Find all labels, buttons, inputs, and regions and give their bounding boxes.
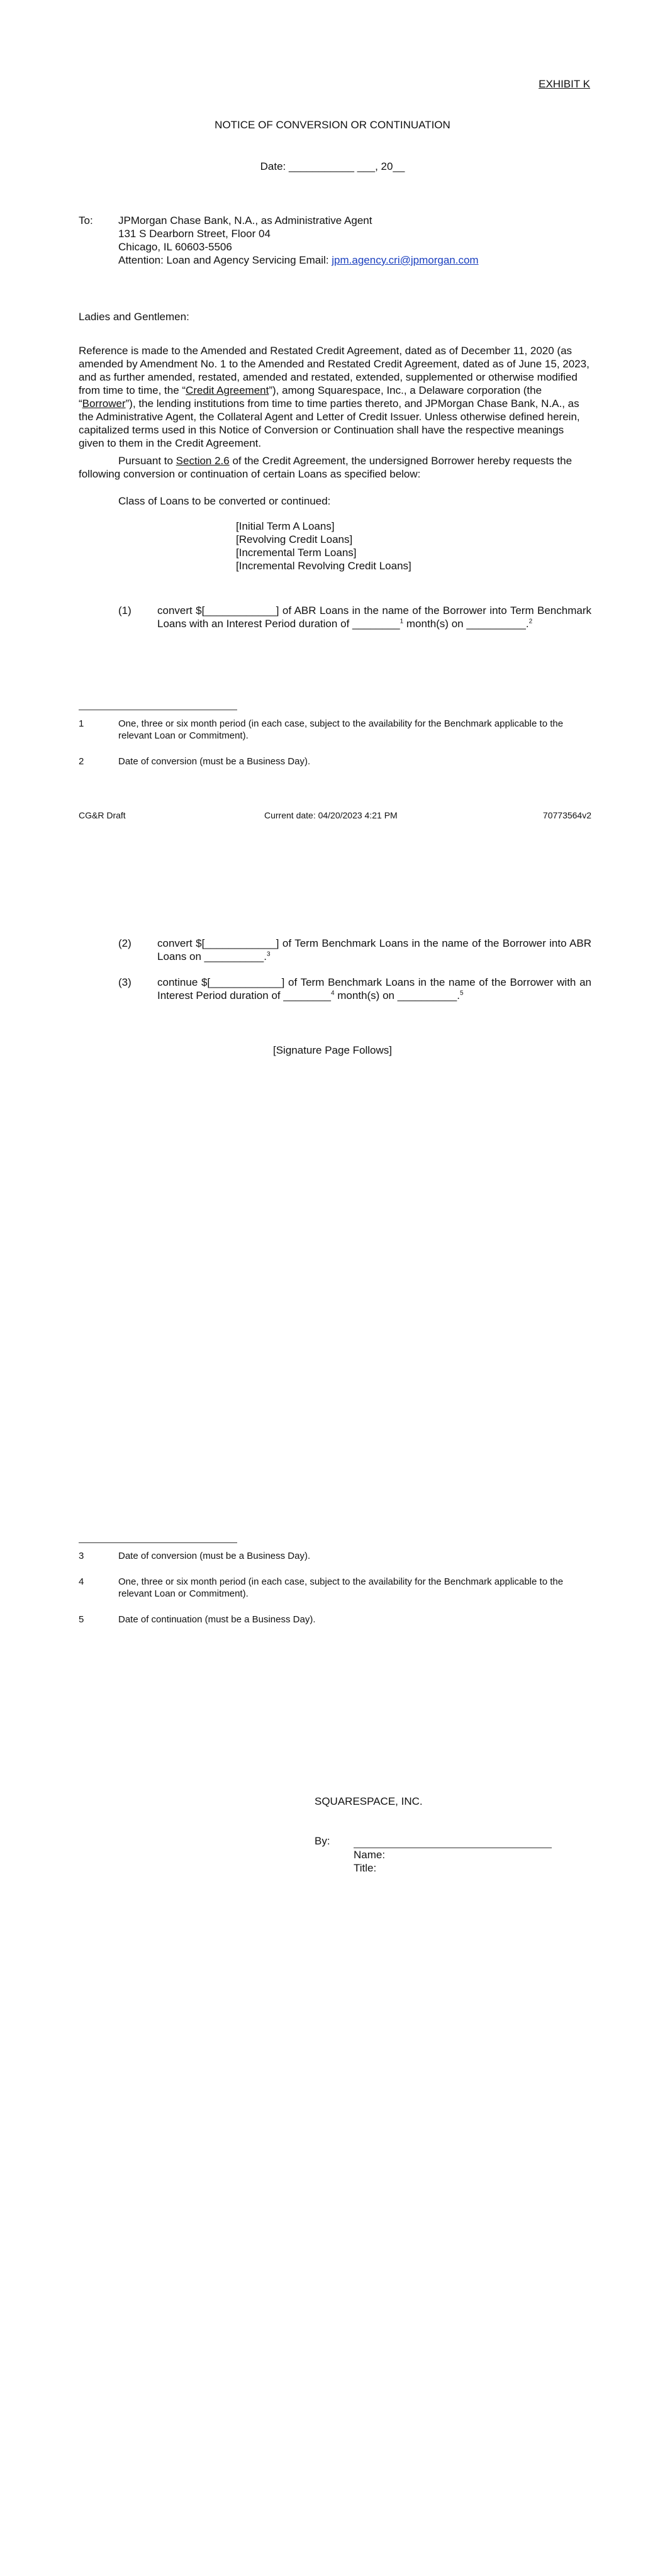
footnote-number: 1 xyxy=(79,718,84,729)
loan-class-option: [Initial Term A Loans] xyxy=(236,520,335,532)
signatory-company: SQUARESPACE, INC. xyxy=(315,1795,423,1807)
item-1-number: (1) xyxy=(118,605,131,616)
class-heading: Class of Loans to be converted or continued: xyxy=(118,495,331,507)
reference-paragraph: Reference is made to the Amended and Restated Credit Agreement, dated as of December 11, 2020 (as amended by Amendment No. 1 to the Amended and Restated Credit Agreement, dated as of June 15, 2023, and as further amended, restated, amended and restated, extended, supplemented or otherwise modified from time to time, the “Credit Agreement”), among Squarespace, Inc., a Delaware corporation (the “Borrower”), the lending institutions from time to time parties thereto, and JPMorgan Chase Bank, N.A., as the Administrative Agent, the Collateral Agent and Letter of Credit Issuer. Unless otherwise defined herein, capitalized terms used in this Notice of Conversion or Continuation shall have the respective meanings given to them in the Credit Agreement. xyxy=(79,345,590,449)
exhibit-label: EXHIBIT K xyxy=(539,78,590,90)
name-label: Name: xyxy=(354,1849,386,1861)
item-1-text: convert $[____________] of ABR Loans in the name of the Borrower into Term Benchmark Loans with an Interest Period duration of ________$^1$ month(s) on __________.$^2$ xyxy=(157,605,591,630)
footnote-ref: 4 xyxy=(330,990,335,997)
addressee-block xyxy=(118,214,596,267)
footnote-text: One, three or six month period (in each case, subject to the availability for the Benchmark applicable to the relevant Loan or Commitment). xyxy=(118,718,564,741)
footnote-ref: 1 xyxy=(400,618,404,625)
addressee-line-2: 131 S Dearborn Street, Floor 04 xyxy=(118,228,271,240)
date-line: Date: ___________ ___, 20__ xyxy=(260,160,405,172)
addressee-line-1: JPMorgan Chase Bank, N.A., as Administrative Agent xyxy=(118,215,372,226)
footnote-ref: 2 xyxy=(528,618,533,625)
document-title: NOTICE OF CONVERSION OR CONTINUATION xyxy=(215,119,450,131)
loan-class-option: [Revolving Credit Loans] xyxy=(236,533,353,545)
addressee-line-3: Chicago, IL 60603-5506 xyxy=(118,241,232,253)
section-reference: Section 2.6 xyxy=(176,455,230,467)
footer-draft-label: CG&R Draft xyxy=(79,810,126,820)
attention-text: Attention: Loan and Agency Servicing Email: xyxy=(118,254,332,266)
footnote-text: Date of conversion (must be a Business Day). xyxy=(118,756,311,767)
footnote-text: Date of conversion (must be a Business Day). xyxy=(118,1551,311,1561)
loan-class-option: [Incremental Term Loans] xyxy=(236,547,357,559)
pursuant-paragraph: Pursuant to Section 2.6 of the Credit Agreement, the undersigned Borrower hereby requests the following conversion or continuation of certain Loans as specified below: xyxy=(79,455,573,480)
footnote-number: 5 xyxy=(79,1614,84,1625)
footnote-separator xyxy=(79,1542,237,1543)
footnote-number: 4 xyxy=(79,1576,84,1587)
footnote-number: 2 xyxy=(79,756,84,767)
title-label: Title: xyxy=(354,1862,377,1874)
signature-page-follows: [Signature Page Follows] xyxy=(273,1044,392,1056)
footnote-ref: 3 xyxy=(266,951,271,958)
agency-email-link[interactable]: jpm.agency.cri@jpmorgan.com xyxy=(332,254,479,266)
salutation: Ladies and Gentlemen: xyxy=(79,311,189,323)
by-label: By: xyxy=(315,1835,330,1847)
footnote-text: One, three or six month period (in each case, subject to the availability for the Benchmark applicable to the relevant Loan or Commitment). xyxy=(118,1576,564,1599)
defined-term-credit-agreement: Credit Agreement xyxy=(186,384,269,396)
footer-current-date: Current date: 04/20/2023 4:21 PM xyxy=(264,810,398,820)
item-3-number: (3) xyxy=(118,976,131,988)
footnote-ref: 5 xyxy=(459,990,464,997)
to-label: To: xyxy=(79,215,93,226)
defined-term-borrower: Borrower xyxy=(82,398,126,410)
item-3-text: continue $[____________] of Term Benchmark Loans in the name of the Borrower with an Interest Period duration of ________$^4$ month(s) on __________.$^5$ xyxy=(157,976,591,1001)
footer-doc-id: 70773564v2 xyxy=(542,810,591,820)
footnote-number: 3 xyxy=(79,1551,84,1561)
attention-line xyxy=(118,254,596,267)
item-2-text: convert $[____________] of Term Benchmark Loans in the name of the Borrower into ABR Loans on __________.$^3$ xyxy=(157,937,591,962)
item-2-number: (2) xyxy=(118,937,131,949)
footnote-text: Date of continuation (must be a Business Day). xyxy=(118,1614,316,1625)
loan-class-option: [Incremental Revolving Credit Loans] xyxy=(236,560,411,572)
loan-class-list xyxy=(236,520,411,572)
